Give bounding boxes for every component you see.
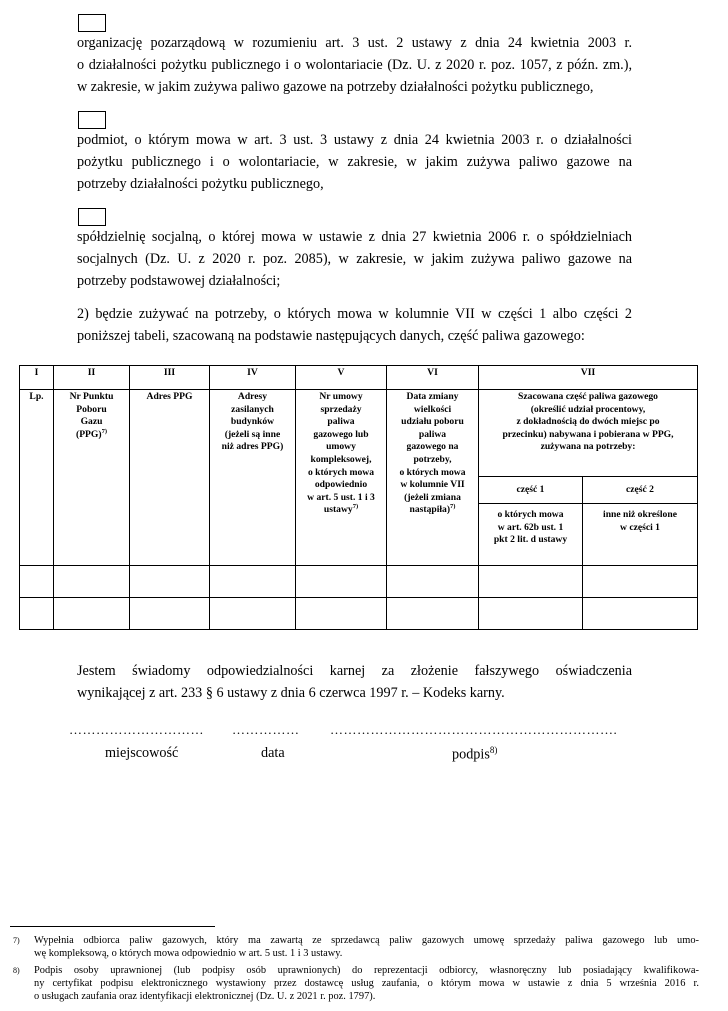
header-part-1: część 1 [479, 477, 583, 504]
table-cell[interactable] [583, 598, 698, 630]
signature-label: podpis [452, 746, 490, 763]
table-cell[interactable] [479, 566, 583, 598]
option-public-benefit-entity-text: podmiot, o którym mowa w art. 3 ust. 3 ustawy z dnia 24 kwietnia 2003 r. o działalności pożytku publicznego i o wolontariacie, w zakresie, w jakim zużywa paliwo gazowe na potrzeby działalności pożytku publicznego, [77, 132, 632, 192]
table-cell[interactable] [387, 566, 479, 598]
point-2-text: 2) będzie zużywać na potrzeby, o których mowa w kolumnie VII w części 1 albo części 2 poniższej tabeli, szacowaną na podstawie następujących danych, część paliwa gazowego: [77, 306, 632, 344]
col-roman-7: VII [479, 366, 698, 390]
header-ppg-address: Adres PPG [130, 390, 210, 566]
signature-dotted-line[interactable]: ………………………………………………………. [330, 722, 618, 737]
table-cell[interactable] [296, 566, 387, 598]
col-roman-3: III [130, 366, 210, 390]
roman-header-row [20, 366, 698, 390]
header-change-date: Data zmiany wielkości udziału poboru paliwa gazowego na potrzeby, o których mowa w kolumnie VII (jeżeli zmiana nastąpiła)$^{7)}$ [387, 390, 479, 566]
liability-declaration: Jestem świadomy odpowiedzialności karnej za złożenie fałszywego oświadczenia wynikającej z art. 233 § 6 ustawy z dnia 6 czerwca 1997 r. – Kodeks karny. [77, 663, 632, 701]
table-cell[interactable] [54, 598, 130, 630]
footnote-separator [10, 926, 215, 927]
place-dotted-line[interactable]: ………………………… [69, 722, 204, 737]
table-cell[interactable] [210, 598, 296, 630]
header-lp: Lp. [20, 390, 54, 566]
option-social-cooperative-text: spółdzielnię socjalną, o której mowa w ustawie z dnia 27 kwietnia 2006 r. o spółdzielniach socjalnych (Dz. U. z 2020 r. poz. 2085), w zakresie, w jakim zużywa paliwo gazowe na potrzeby podstawowej działalności; [77, 229, 632, 289]
table-cell[interactable] [296, 598, 387, 630]
table-row [20, 566, 698, 598]
header-part-2-desc: inne niż określone w części 1 [583, 504, 698, 566]
header-part-1-desc: o których mowa w art. 62b ust. 1 pkt 2 lit. d ustawy [479, 504, 583, 566]
col-roman-2: II [54, 366, 130, 390]
header-estimated-share: Szacowana część paliwa gazowego (określić udział procentowy, z dokładnością do dwóch miejsc po przecinku) nabywana i pobierana w PPG, zużywana na potrzeby: [479, 390, 698, 477]
option-ngo-text: organizację pozarządową w rozumieniu art. 3 ust. 2 ustawy z dnia 24 kwietnia 2003 r. o działalności pożytku publicznego i o wolontariacie (Dz. U. z 2020 r. poz. 1057, z późn. zm.), w zakresie, w jakim zużywa paliwo gazowe na potrzeby działalności pożytku publicznego, [77, 35, 632, 95]
header-building-addresses: Adresy zasilanych budynków (jeżeli są inne niż adres PPG) [210, 390, 296, 566]
table-cell[interactable] [583, 566, 698, 598]
table-cell[interactable] [130, 566, 210, 598]
footnote-ref-7: 7) [450, 503, 456, 511]
checkbox-ngo[interactable] [78, 14, 106, 32]
table-cell[interactable] [387, 598, 479, 630]
table-cell[interactable] [20, 598, 54, 630]
table-cell[interactable] [210, 566, 296, 598]
signature-label-wrap [452, 745, 497, 764]
col-roman-1: I [20, 366, 54, 390]
checkbox-social-cooperative[interactable] [78, 208, 106, 226]
table-cell[interactable] [479, 598, 583, 630]
header-part-2: część 2 [583, 477, 698, 504]
header-contract-number: Nr umowy sprzedaży paliwa gazowego lub umowy kompleksowej, o których mowa odpowiednio w art. 5 ust. 1 i 3 ustawy$^{7)}$ [296, 390, 387, 566]
footnote-ref-7: 7) [101, 427, 107, 435]
header-row [20, 390, 698, 477]
header-ppg-number: Nr Punktu Poboru Gazu (PPG)$^{7)}$ [54, 390, 130, 566]
table-row [20, 598, 698, 630]
table-cell[interactable] [20, 566, 54, 598]
place-label: miejscowość [105, 745, 179, 761]
col-roman-5: V [296, 366, 387, 390]
checkbox-public-benefit-entity[interactable] [78, 111, 106, 129]
ppg-table [19, 365, 698, 630]
table-cell[interactable] [54, 566, 130, 598]
col-roman-4: IV [210, 366, 296, 390]
footnote-ref-8: 8) [489, 745, 498, 755]
table-cell[interactable] [130, 598, 210, 630]
footnote-ref-7: 7) [352, 503, 359, 511]
date-label: data [261, 745, 285, 761]
col-roman-6: VI [387, 366, 479, 390]
date-dotted-line[interactable]: …………… [232, 722, 300, 737]
